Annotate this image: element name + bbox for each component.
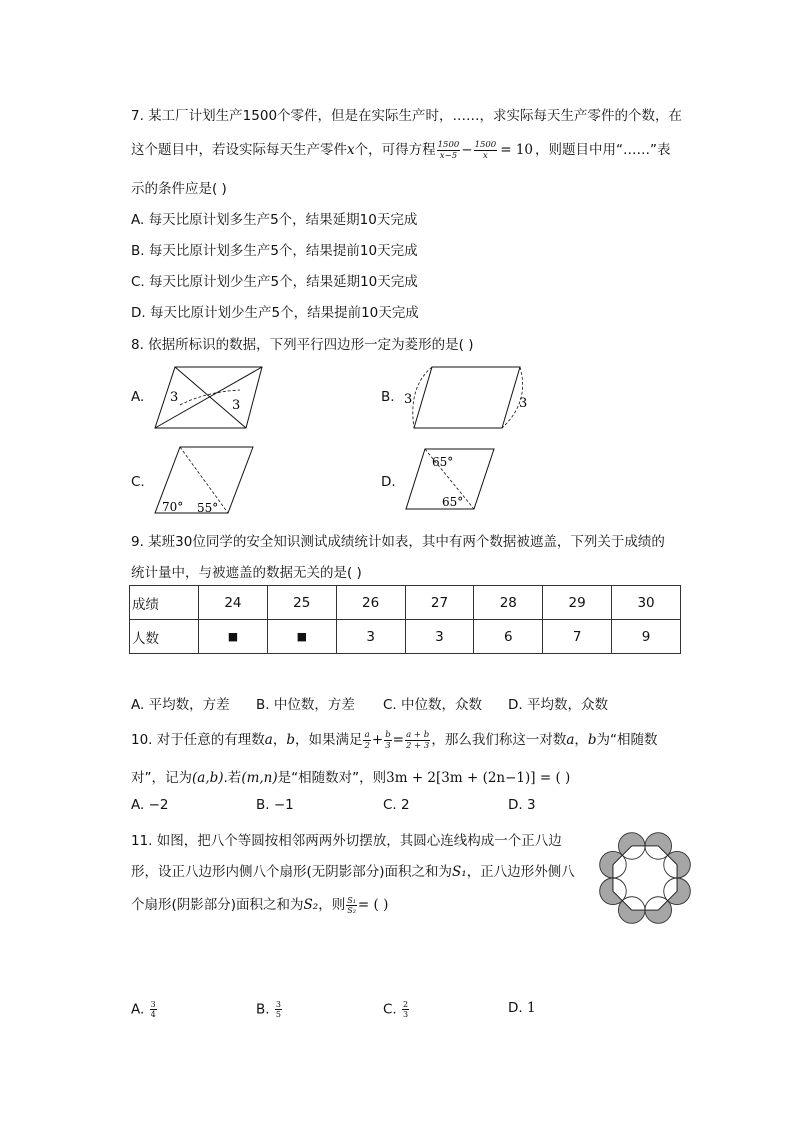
q11-option-c[interactable]: C. $\frac{2}{3}$ bbox=[383, 1000, 409, 1019]
table-cell-covered: ■ bbox=[267, 620, 336, 654]
q10-option-a[interactable]: A. −2 bbox=[131, 797, 169, 813]
q9-line1: 9. 某班30位同学的安全知识测试成绩统计如表，其中有两个数据被遮盖，下列关于成绩的 bbox=[131, 534, 665, 550]
fig-b-label-2: 3 bbox=[519, 396, 528, 411]
table-header-count: 人数 bbox=[130, 620, 199, 654]
q8-figure-b bbox=[398, 362, 538, 434]
table-row bbox=[130, 620, 681, 654]
q11-line2: 形，设正八边形内侧八个扇形(无阴影部分)面积之和为S₁，正八边形外侧八 bbox=[131, 864, 575, 880]
q8-figure-a bbox=[150, 362, 270, 434]
q7-option-d[interactable]: D. 每天比原计划少生产5个，结果提前10天完成 bbox=[131, 305, 419, 321]
table-cell: 9 bbox=[612, 620, 681, 654]
q11-option-d[interactable]: D. 1 bbox=[508, 1000, 536, 1016]
q8-option-d-letter[interactable]: D. bbox=[381, 474, 396, 490]
q10-fraction-b: $\frac{b}{3}$ bbox=[385, 729, 391, 751]
table-cell-covered: ■ bbox=[199, 620, 268, 654]
q7-option-a[interactable]: A. 每天比原计划多生产5个，结果延期10天完成 bbox=[131, 212, 418, 228]
q10-line2: 对”，记为(a,b).若(m,n)是“相随数对”，则3m + 2[3m + (2n−1)] = ( ) bbox=[131, 770, 571, 786]
table-cell: 3 bbox=[336, 620, 405, 654]
q7-option-b[interactable]: B. 每天比原计划多生产5个，结果提前10天完成 bbox=[131, 243, 418, 259]
q7-line2: 这个题目中，若设实际每天生产零件x个，可得方程 $\frac{1500}{x-5}$ − $\frac{1500}{x}$ = 10 ，则题目中用“……”表 bbox=[131, 139, 671, 161]
table-header-score: 成绩 bbox=[130, 586, 199, 620]
q11-line3: 个扇形(阴影部分)面积之和为S₂，则 $\frac{\text{S₁}}{\text{S₂}}$ = ( ) bbox=[131, 895, 389, 915]
q10-line1: 10. 对于任意的有理数a，b，如果满足 $\frac{a}{2}$ + $\frac{b}{3}$ = $\frac{a + b}{2 + 3}$ ，那么我们称这一对数a，b为“相随数 bbox=[131, 729, 658, 751]
table-cell: 27 bbox=[405, 586, 474, 620]
q8-figure-c bbox=[150, 443, 260, 517]
table-cell: 26 bbox=[336, 586, 405, 620]
fig-d-label-1: 65° bbox=[432, 455, 454, 469]
q10-fraction-ab: $\frac{a + b}{2 + 3}$ bbox=[405, 729, 430, 751]
q9-option-a[interactable]: A. 平均数，方差 bbox=[131, 697, 230, 713]
q9-line2: 统计量中，与被遮盖的数据无关的是( ) bbox=[131, 565, 362, 581]
octagon-circles-figure bbox=[594, 827, 696, 929]
fig-a-label-2: 3 bbox=[232, 398, 241, 413]
q10-fraction-a: $\frac{a}{2}$ bbox=[364, 729, 370, 751]
q8-option-b-letter[interactable]: B. bbox=[381, 389, 395, 405]
table-cell: 6 bbox=[474, 620, 543, 654]
fig-b-label-1: 3 bbox=[404, 392, 413, 407]
q11-line1: 11. 如图，把八个等圆按相邻两两外切摆放，其圆心连线构成一个正八边 bbox=[131, 833, 562, 849]
table-cell: 24 bbox=[199, 586, 268, 620]
q9-option-b[interactable]: B. 中位数，方差 bbox=[256, 697, 355, 713]
table-cell: 28 bbox=[474, 586, 543, 620]
fig-a-label-1: 3 bbox=[170, 390, 179, 405]
q11-ratio: $\frac{\text{S₁}}{\text{S₂}}$ bbox=[347, 895, 356, 915]
q11-option-a[interactable]: A. $\frac{3}{4}$ bbox=[131, 1000, 156, 1019]
fig-d-label-2: 65° bbox=[442, 495, 464, 509]
q8-stem: 8. 依据所标识的数据，下列平行四边形一定为菱形的是( ) bbox=[131, 337, 474, 353]
table-row bbox=[130, 586, 681, 620]
parallelogram-b bbox=[414, 367, 520, 428]
table-cell: 7 bbox=[543, 620, 612, 654]
q8-option-c-letter[interactable]: C. bbox=[131, 474, 145, 490]
table-cell: 29 bbox=[543, 586, 612, 620]
q10-option-d[interactable]: D. 3 bbox=[508, 797, 536, 813]
table-cell: 25 bbox=[267, 586, 336, 620]
q7-line1: 7. 某工厂计划生产1500个零件，但是在实际生产时，……，求实际每天生产零件的个数，在 bbox=[131, 108, 683, 124]
q9-option-c[interactable]: C. 中位数，众数 bbox=[383, 697, 483, 713]
score-table bbox=[129, 585, 681, 654]
q10-option-b[interactable]: B. −1 bbox=[256, 797, 294, 813]
q10-option-c[interactable]: C. 2 bbox=[383, 797, 410, 813]
table-cell: 3 bbox=[405, 620, 474, 654]
q11-option-b[interactable]: B. $\frac{3}{5}$ bbox=[256, 1000, 281, 1019]
q7-line3: 示的条件应是( ) bbox=[131, 181, 227, 197]
fig-c-label-2: 55° bbox=[197, 501, 219, 515]
q8-option-a-letter[interactable]: A. bbox=[131, 389, 145, 405]
q7-option-c[interactable]: C. 每天比原计划少生产5个，结果延期10天完成 bbox=[131, 274, 418, 290]
table-cell: 30 bbox=[612, 586, 681, 620]
fig-c-label-1: 70° bbox=[162, 500, 184, 514]
q8-figure-d bbox=[400, 443, 500, 515]
q7-fraction-2: $\frac{1500}{x}$ bbox=[474, 139, 497, 161]
q9-option-d[interactable]: D. 平均数，众数 bbox=[508, 697, 608, 713]
q7-fraction-1: $\frac{1500}{x-5}$ bbox=[437, 139, 460, 161]
